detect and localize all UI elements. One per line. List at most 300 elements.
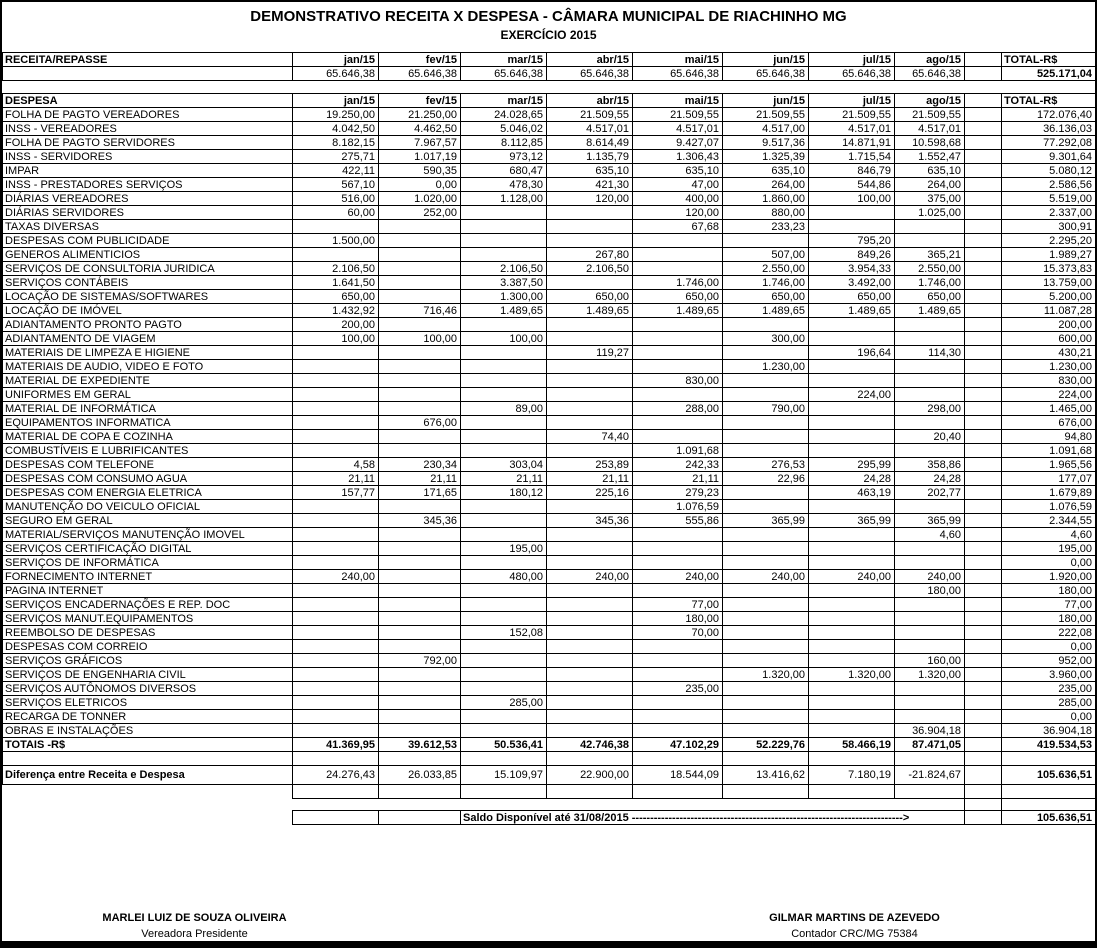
- cell-value: 567,10: [293, 178, 379, 192]
- cell-value: 880,00: [723, 206, 809, 220]
- cell-value: 300,00: [723, 332, 809, 346]
- cell-value: [723, 500, 809, 514]
- spacer-cell: [965, 458, 1002, 472]
- cell-value: 240,00: [809, 570, 895, 584]
- cell-value: [379, 276, 461, 290]
- cell-value: 1.230,00: [723, 360, 809, 374]
- cell-value: 830,00: [633, 374, 723, 388]
- cell-value: [379, 528, 461, 542]
- cell-value: [895, 360, 965, 374]
- cell-value: [293, 612, 379, 626]
- cell-value: 849,26: [809, 248, 895, 262]
- cell-value: 650,00: [809, 290, 895, 304]
- row-label: INSS - SERVIDORES: [3, 150, 293, 164]
- row-total: 13.759,00: [1002, 276, 1096, 290]
- gap-cell: [723, 799, 809, 811]
- cell-value: 233,23: [723, 220, 809, 234]
- receita-value: 65.646,38: [809, 67, 895, 81]
- cell-value: 635,10: [633, 164, 723, 178]
- cell-value: 253,89: [547, 458, 633, 472]
- cell-value: 650,00: [895, 290, 965, 304]
- cell-value: 555,86: [633, 514, 723, 528]
- row-label: REEMBOLSO DE DESPESAS: [3, 626, 293, 640]
- cell-value: [809, 724, 895, 738]
- saldo-text: Saldo Disponível até 31/08/2015 -------------------------------------------------------------------------->: [461, 811, 965, 825]
- row-total: 177,07: [1002, 472, 1096, 486]
- table-row: [3, 444, 1096, 458]
- cell-value: [379, 626, 461, 640]
- gap-row: [3, 799, 1096, 811]
- cell-value: 590,35: [379, 164, 461, 178]
- cell-value: [293, 528, 379, 542]
- cell-value: [461, 388, 547, 402]
- cell-value: 264,00: [723, 178, 809, 192]
- gap-cell: [3, 799, 293, 811]
- cell-value: 120,00: [633, 206, 723, 220]
- cell-value: 365,99: [895, 514, 965, 528]
- saldo-total: 105.636,51: [1002, 811, 1096, 825]
- cell-value: [723, 430, 809, 444]
- cell-value: 365,21: [895, 248, 965, 262]
- spacer-cell: [965, 799, 1002, 811]
- page-title: DEMONSTRATIVO RECEITA X DESPESA - CÂMARA MUNICIPAL DE RIACHINHO MG: [250, 8, 847, 25]
- cell-value: [379, 752, 461, 766]
- cell-value: 8.182,15: [293, 136, 379, 150]
- row-label: DESPESAS COM CORREIO: [3, 640, 293, 654]
- cell-value: [461, 785, 547, 799]
- cell-value: [809, 500, 895, 514]
- cell-value: 1.552,47: [895, 150, 965, 164]
- cell-value: [723, 710, 809, 724]
- cell-value: 240,00: [293, 570, 379, 584]
- gap-cell: [461, 799, 547, 811]
- cell-value: [461, 612, 547, 626]
- cell-value: [379, 682, 461, 696]
- cell-value: [633, 752, 723, 766]
- cell-value: [461, 752, 547, 766]
- cell-value: [633, 360, 723, 374]
- row-total: 300,91: [1002, 220, 1096, 234]
- gap-cell: [809, 799, 895, 811]
- row-total: 15.373,83: [1002, 262, 1096, 276]
- table-row: [3, 290, 1096, 304]
- table-row: [3, 402, 1096, 416]
- cell-value: [461, 444, 547, 458]
- cell-value: [723, 416, 809, 430]
- cell-value: [547, 724, 633, 738]
- cell-value: 114,30: [895, 346, 965, 360]
- cell-value: 4,58: [293, 458, 379, 472]
- row-total: 0,00: [1002, 710, 1096, 724]
- cell-value: [723, 640, 809, 654]
- table-row: [3, 388, 1096, 402]
- cell-value: 7.180,19: [809, 766, 895, 785]
- cell-value: [895, 332, 965, 346]
- cell-value: 8.112,85: [461, 136, 547, 150]
- row-label: FOLHA DE PAGTO VEREADORES: [3, 108, 293, 122]
- cell-value: 1.320,00: [895, 668, 965, 682]
- month-header: jan/15: [293, 94, 379, 108]
- cell-value: [379, 500, 461, 514]
- cell-value: [723, 752, 809, 766]
- row-total: 200,00: [1002, 318, 1096, 332]
- cell-value: [379, 612, 461, 626]
- cell-value: 171,65: [379, 486, 461, 500]
- spacer-cell: [965, 472, 1002, 486]
- cell-value: 196,64: [809, 346, 895, 360]
- row-total: 1.920,00: [1002, 570, 1096, 584]
- spacer-cell: [965, 626, 1002, 640]
- despesa-table: [2, 93, 1096, 825]
- cell-value: [723, 654, 809, 668]
- month-header: fev/15: [379, 53, 461, 67]
- row-label: GENEROS ALIMENTICIOS: [3, 248, 293, 262]
- table-row: [3, 626, 1096, 640]
- cell-value: 74,40: [547, 430, 633, 444]
- cell-value: 516,00: [293, 192, 379, 206]
- cell-value: 1.641,50: [293, 276, 379, 290]
- cell-value: [461, 710, 547, 724]
- row-label: DESPESAS COM CONSUMO AGUA: [3, 472, 293, 486]
- cell-value: [633, 724, 723, 738]
- cell-value: 4,60: [895, 528, 965, 542]
- cell-value: [547, 668, 633, 682]
- row-label: DIÁRIAS VEREADORES: [3, 192, 293, 206]
- cell-value: 240,00: [633, 570, 723, 584]
- cell-value: 242,33: [633, 458, 723, 472]
- cell-value: [895, 234, 965, 248]
- spacer-cell: [965, 178, 1002, 192]
- cell-value: [293, 416, 379, 430]
- cell-value: [379, 710, 461, 724]
- spacer-cell: [965, 388, 1002, 402]
- cell-value: [547, 332, 633, 346]
- saldo-row: [3, 811, 1096, 825]
- table-row: [3, 374, 1096, 388]
- table-row: [3, 164, 1096, 178]
- cell-value: [547, 785, 633, 799]
- cell-value: [379, 811, 461, 825]
- cell-value: 1.489,65: [633, 304, 723, 318]
- cell-value: [379, 598, 461, 612]
- cell-value: 224,00: [809, 388, 895, 402]
- cell-value: 58.466,19: [809, 738, 895, 752]
- cell-value: [633, 262, 723, 276]
- cell-value: [633, 332, 723, 346]
- cell-value: 635,10: [895, 164, 965, 178]
- cell-value: 650,00: [293, 290, 379, 304]
- cell-value: [461, 346, 547, 360]
- cell-value: [547, 500, 633, 514]
- cell-value: [547, 584, 633, 598]
- row-total: 36.136,03: [1002, 122, 1096, 136]
- cell-value: [293, 584, 379, 598]
- cell-value: 21.509,55: [633, 108, 723, 122]
- cell-value: 267,80: [547, 248, 633, 262]
- cell-value: 160,00: [895, 654, 965, 668]
- signature-right-role: Contador CRC/MG 75384: [791, 928, 918, 940]
- cell-value: 2.106,50: [461, 262, 547, 276]
- table-row: [3, 192, 1096, 206]
- month-header: jul/15: [809, 94, 895, 108]
- table-row: [3, 318, 1096, 332]
- cell-value: [461, 528, 547, 542]
- row-label: SERVIÇOS MANUT.EQUIPAMENTOS: [3, 612, 293, 626]
- table-row: [3, 178, 1096, 192]
- cell-value: 77,00: [633, 598, 723, 612]
- cell-value: [379, 402, 461, 416]
- report-header: [2, 2, 1095, 42]
- cell-value: 21.509,55: [809, 108, 895, 122]
- cell-value: 680,47: [461, 164, 547, 178]
- cell-value: [379, 556, 461, 570]
- cell-value: [293, 682, 379, 696]
- row-label: DESPESAS COM ENERGIA ELETRICA: [3, 486, 293, 500]
- cell-value: 1.325,39: [723, 150, 809, 164]
- cell-value: [293, 598, 379, 612]
- spacer-cell: [965, 430, 1002, 444]
- cell-value: 1.860,00: [723, 192, 809, 206]
- month-header: abr/15: [547, 94, 633, 108]
- cell-value: [723, 374, 809, 388]
- table-row: [3, 276, 1096, 290]
- cell-value: 21,11: [547, 472, 633, 486]
- spacer-cell: [965, 234, 1002, 248]
- cell-value: 180,00: [895, 584, 965, 598]
- cell-value: [723, 528, 809, 542]
- cell-value: [633, 556, 723, 570]
- row-total: 1.679,89: [1002, 486, 1096, 500]
- table-row: [3, 668, 1096, 682]
- table-row: [3, 696, 1096, 710]
- cell-value: [809, 612, 895, 626]
- row-label: SERVIÇOS AUTÔNOMOS DIVERSOS: [3, 682, 293, 696]
- cell-value: [723, 598, 809, 612]
- cell-value: [379, 696, 461, 710]
- spacer-cell: [965, 346, 1002, 360]
- cell-value: 10.598,68: [895, 136, 965, 150]
- cell-value: [461, 416, 547, 430]
- cell-value: [379, 388, 461, 402]
- row-total: [1002, 785, 1096, 799]
- signature-left: [87, 912, 302, 941]
- spacer-cell: [965, 416, 1002, 430]
- cell-value: 463,19: [809, 486, 895, 500]
- cell-value: [379, 346, 461, 360]
- row-total: 2.586,56: [1002, 178, 1096, 192]
- spacer-cell: [965, 276, 1002, 290]
- spacer-cell: [965, 584, 1002, 598]
- cell-value: 50.536,41: [461, 738, 547, 752]
- cell-value: [809, 626, 895, 640]
- cell-value: 180,12: [461, 486, 547, 500]
- table-row: [3, 332, 1096, 346]
- cell-value: [379, 318, 461, 332]
- row-label: MATERIAL DE COPA E COZINHA: [3, 430, 293, 444]
- row-label: FORNECIMENTO INTERNET: [3, 570, 293, 584]
- spacer-cell: [965, 192, 1002, 206]
- cell-value: [379, 584, 461, 598]
- cell-value: [461, 234, 547, 248]
- cell-value: 1.746,00: [723, 276, 809, 290]
- table-row: [3, 360, 1096, 374]
- cell-value: [895, 318, 965, 332]
- row-label: INSS - PRESTADORES SERVIÇOS: [3, 178, 293, 192]
- table-row: [3, 430, 1096, 444]
- cell-value: [809, 598, 895, 612]
- row-total: 2.344,55: [1002, 514, 1096, 528]
- spacer-cell: [965, 486, 1002, 500]
- cell-value: 650,00: [723, 290, 809, 304]
- cell-value: [633, 528, 723, 542]
- cell-value: 1.489,65: [461, 304, 547, 318]
- cell-value: 1.020,00: [379, 192, 461, 206]
- spacer-cell: [965, 738, 1002, 752]
- row-total: 9.301,64: [1002, 150, 1096, 164]
- spacer-cell: [965, 248, 1002, 262]
- table-row: [3, 416, 1096, 430]
- row-label: SEGURO EM GERAL: [3, 514, 293, 528]
- spacer-cell: [965, 318, 1002, 332]
- cell-value: 1.017,19: [379, 150, 461, 164]
- cell-value: [895, 556, 965, 570]
- cell-value: 478,30: [461, 178, 547, 192]
- cell-value: [293, 654, 379, 668]
- cell-value: [379, 360, 461, 374]
- cell-value: [379, 668, 461, 682]
- cell-value: [633, 785, 723, 799]
- row-total: 1.076,59: [1002, 500, 1096, 514]
- cell-value: 21,11: [633, 472, 723, 486]
- cell-value: 21,11: [379, 472, 461, 486]
- despesa-header-row: [3, 94, 1096, 108]
- row-total: 180,00: [1002, 612, 1096, 626]
- cell-value: 13.416,62: [723, 766, 809, 785]
- cell-value: 1.489,65: [895, 304, 965, 318]
- row-label: PAGINA INTERNET: [3, 584, 293, 598]
- row-label: DIÁRIAS SERVIDORES: [3, 206, 293, 220]
- gap-cell: [379, 799, 461, 811]
- cell-value: 4.517,00: [723, 122, 809, 136]
- row-total: 5.519,00: [1002, 192, 1096, 206]
- spacer-cell: [965, 150, 1002, 164]
- cell-value: [461, 654, 547, 668]
- cell-value: [633, 416, 723, 430]
- cell-value: [293, 248, 379, 262]
- cell-value: 240,00: [723, 570, 809, 584]
- row-label: [3, 67, 293, 81]
- cell-value: [895, 542, 965, 556]
- receita-value: 65.646,38: [633, 67, 723, 81]
- cell-value: 792,00: [379, 654, 461, 668]
- table-row: [3, 654, 1096, 668]
- cell-value: 67,68: [633, 220, 723, 234]
- cell-value: [461, 514, 547, 528]
- month-header: abr/15: [547, 53, 633, 67]
- spacer-cell: [965, 53, 1002, 67]
- spacer-cell: [965, 332, 1002, 346]
- row-label: DESPESAS COM PUBLICIDADE: [3, 234, 293, 248]
- spacer-cell: [965, 528, 1002, 542]
- cell-value: [293, 668, 379, 682]
- cell-value: [379, 785, 461, 799]
- cell-value: [723, 584, 809, 598]
- signature-right: [742, 912, 967, 941]
- cell-value: [895, 682, 965, 696]
- table-row: [3, 472, 1096, 486]
- signature-left-name: MARLEI LUIZ DE SOUZA OLIVEIRA: [102, 912, 287, 924]
- cell-value: 195,00: [461, 542, 547, 556]
- cell-value: [809, 430, 895, 444]
- cell-value: [895, 785, 965, 799]
- spacer-cell: [965, 374, 1002, 388]
- spacer-cell: [965, 304, 1002, 318]
- cell-value: [461, 556, 547, 570]
- cell-value: [293, 785, 379, 799]
- cell-value: [809, 332, 895, 346]
- receita-value: 65.646,38: [895, 67, 965, 81]
- cell-value: [379, 290, 461, 304]
- cell-value: [895, 710, 965, 724]
- spacer-cell: [965, 67, 1002, 81]
- cell-value: [633, 542, 723, 556]
- cell-value: [809, 556, 895, 570]
- cell-value: [809, 696, 895, 710]
- table-row: [3, 570, 1096, 584]
- spacer-cell: [965, 444, 1002, 458]
- cell-value: [461, 500, 547, 514]
- cell-value: [461, 374, 547, 388]
- cell-value: [809, 654, 895, 668]
- row-label: SERVIÇOS ELETRICOS: [3, 696, 293, 710]
- row-label: MATERIAIS DE AUDIO, VIDEO E FOTO: [3, 360, 293, 374]
- signature-right-name: GILMAR MARTINS DE AZEVEDO: [769, 912, 940, 924]
- cell-value: 240,00: [547, 570, 633, 584]
- despesa-label: DESPESA: [3, 94, 293, 108]
- cell-value: 295,99: [809, 458, 895, 472]
- cell-value: [547, 528, 633, 542]
- cell-value: [723, 626, 809, 640]
- row-total: 419.534,53: [1002, 738, 1096, 752]
- cell-value: [547, 388, 633, 402]
- total-header: TOTAL-R$: [1002, 53, 1096, 67]
- cell-value: 24,28: [809, 472, 895, 486]
- table-row: [3, 710, 1096, 724]
- spacer-cell: [965, 542, 1002, 556]
- row-total: 1.230,00: [1002, 360, 1096, 374]
- month-header: mai/15: [633, 53, 723, 67]
- table-row: [3, 584, 1096, 598]
- totais-row: [3, 738, 1096, 752]
- cell-value: [723, 234, 809, 248]
- cell-value: 3.954,33: [809, 262, 895, 276]
- receita-table: [2, 52, 1096, 81]
- spacer-cell: [965, 640, 1002, 654]
- cell-value: 252,00: [379, 206, 461, 220]
- cell-value: 1.025,00: [895, 206, 965, 220]
- row-label: [3, 752, 293, 766]
- spacer-cell: [965, 402, 1002, 416]
- cell-value: [809, 542, 895, 556]
- cell-value: 3.492,00: [809, 276, 895, 290]
- row-label: SERVIÇOS GRÁFICOS: [3, 654, 293, 668]
- cell-value: [461, 248, 547, 262]
- cell-value: [809, 752, 895, 766]
- row-total: 1.989,27: [1002, 248, 1096, 262]
- cell-value: [461, 360, 547, 374]
- table-row: [3, 108, 1096, 122]
- cell-value: [379, 640, 461, 654]
